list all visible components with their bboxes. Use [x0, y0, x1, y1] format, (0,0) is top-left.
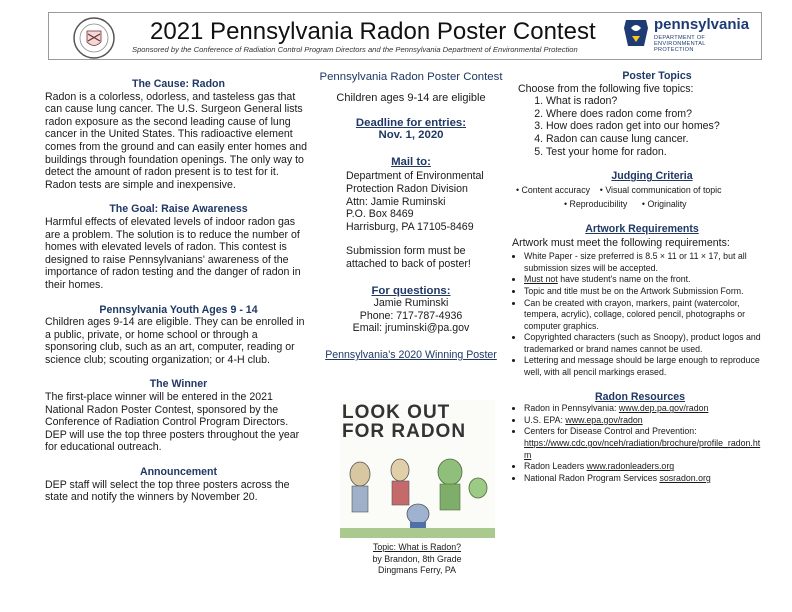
questions-heading: For questions:: [371, 284, 451, 297]
resource-link[interactable]: sosradon.org: [659, 472, 711, 483]
list-item: • National Radon Program Services sosradon.org: [524, 473, 762, 485]
resources-heading: Radon Resources: [594, 390, 686, 403]
mail-address: [318, 170, 504, 233]
resources-list: [512, 403, 762, 484]
poster-caption-place: Dingmans Ferry, PA: [378, 565, 456, 576]
topics-intro: Choose from the following five topics:: [518, 82, 694, 95]
poster-line2: FOR RADON: [342, 421, 467, 442]
judging-item: Reproducibility: [569, 199, 628, 210]
youth-heading: Pennsylvania Youth Ages 9 - 14: [99, 303, 258, 316]
cause-body: Radon is a colorless, odorless, and tasteless gas that can cause lung cancer. The U.S. Surgeon General lists radon exposure as the second leading cause of lung cancer in the United States. This radioactive element comes from the ground and can easily enter homes and buildings through foundation openings. The only way to detect the amount of radon present is to test for it. Radon tests are simple and inexpensive.: [45, 90, 308, 191]
list-item: 3. How does radon get into our homes?: [546, 120, 762, 133]
judging-item: Content accuracy: [521, 184, 590, 195]
artwork-list: [512, 251, 762, 379]
list-item: • Centers for Disease Control and Prevention: https://www.cdc.gov/nceh/radiation/brochure/profile_radon.htm: [524, 426, 762, 461]
mail-line: Attn: Jamie Ruminski: [346, 195, 446, 208]
poster-drawing: [340, 444, 495, 538]
topics-heading: Poster Topics: [622, 70, 692, 82]
goal-body: Harmful effects of elevated levels of indoor radon gas are a problem. The solution is to reduce the number of homes with elevated levels of radon. This contest is designed to raise Pennsylvanians' awareness of the importance of radon testing and the danger of radon in their homes.: [45, 215, 301, 291]
middle-column: [318, 70, 504, 362]
winning-poster-heading: Pennsylvania's 2020 Winning Poster: [325, 348, 497, 361]
list-item: • Can be created with crayon, markers, paint (watercolor, tempera, acrylic), collage, colored pencil, photographs or computer graphics.: [524, 298, 762, 333]
announcement-heading: Announcement: [139, 466, 218, 479]
contact-email[interactable]: Email: jruminski@pa.gov: [352, 322, 470, 335]
submission-note: Submission form must be attached to back of poster!: [346, 245, 471, 270]
contact-phone: Phone: 717-787-4936: [359, 309, 463, 322]
list-item: • Topic and title must be on the Artwork Submission Form.: [524, 286, 762, 298]
resource-link[interactable]: www.dep.pa.gov/radon: [618, 403, 709, 414]
list-item: 4. Radon can cause lung cancer.: [546, 133, 762, 146]
list-item: 1. What is radon?: [546, 95, 762, 108]
topics-list: [512, 95, 762, 158]
judging-row-1: • Content accuracy • Visual communication of topic: [516, 184, 722, 195]
right-column: [512, 70, 762, 484]
winner-body: The first-place winner will be entered in the 2021 National Radon Poster Contest, sponsored by the Conference of Radiation Control Program Directors. DEP will use the top three posters throughout the year for educational outreach.: [45, 391, 300, 454]
pa-dep-logo: [622, 16, 750, 53]
judging-row-2: • Reproducibility • Originality: [564, 199, 687, 210]
mail-heading: Mail to:: [391, 155, 431, 168]
resource-link[interactable]: www.radonleaders.org: [586, 461, 675, 472]
poster-line1: LOOK OUT: [342, 402, 451, 423]
logo-word: pennsylvania: [654, 16, 750, 33]
resource-link[interactable]: www.epa.gov/radon: [565, 414, 643, 425]
eligibility-note: Children ages 9-14 are eligible: [336, 92, 486, 104]
list-item: 2. Where does radon come from?: [546, 108, 762, 121]
judging-item: Visual communication of topic: [605, 184, 722, 195]
poster-caption-by: by Brandon, 8th Grade: [372, 553, 462, 564]
poster-caption: [336, 542, 498, 577]
mail-line: Department of Environmental: [346, 170, 484, 183]
mail-line: Protection Radon Division: [346, 182, 468, 195]
contest-title: Pennsylvania Radon Poster Contest: [319, 71, 503, 83]
list-item: • Must not have student's name on the front.: [524, 274, 762, 286]
list-item: • White Paper - size preferred is 8.5 × 11 or 11 × 17, but all submission sizes will be accepted.: [524, 251, 762, 274]
seal-icon: [72, 16, 116, 60]
judging-item: Originality: [647, 199, 687, 210]
list-item: • Radon Leaders www.radonleaders.org: [524, 461, 762, 473]
artwork-intro: Artwork must meet the following requirements:: [512, 236, 730, 249]
poster-caption-topic: Topic: What is Radon?: [372, 542, 461, 552]
cause-heading: The Cause: Radon: [131, 78, 225, 90]
list-item: • U.S. EPA: www.epa.gov/radon: [524, 415, 762, 427]
mail-line: P.O. Box 8469: [346, 208, 414, 221]
page-subtitle: Sponsored by the Conference of Radiation Control Program Directors and the Pennsylvania Department of Environmental Protection: [132, 45, 578, 54]
list-item: • Copyrighted characters (such as Snoopy), product logos and trademarked or brand names cannot be used.: [524, 332, 762, 355]
artwork-heading: Artwork Requirements: [585, 222, 699, 235]
contact-name: Jamie Ruminski: [373, 297, 449, 310]
judging-heading: Judging Criteria: [611, 170, 693, 183]
left-column: [45, 78, 312, 504]
logo-dept: DEPARTMENT OF ENVIRONMENTAL PROTECTION: [654, 35, 706, 53]
list-item: 5. Test your home for radon.: [546, 146, 762, 159]
deadline-heading: Deadline for entries:: [355, 116, 467, 129]
list-item: • Radon in Pennsylvania: www.dep.pa.gov/radon: [524, 403, 762, 415]
deadline-date: Nov. 1, 2020: [378, 129, 444, 142]
winner-heading: The Winner: [149, 378, 208, 391]
winning-poster-image: [340, 400, 495, 538]
list-item: • Lettering and message should be large enough to reproduce well, with all pencil markings erased.: [524, 355, 762, 378]
announcement-body: DEP staff will select the top three posters across the state and notify the winners by November 20.: [45, 478, 290, 504]
keystone-icon: [622, 18, 650, 48]
goal-heading: The Goal: Raise Awareness: [109, 203, 248, 216]
mail-line: Harrisburg, PA 17105-8469: [346, 220, 474, 233]
youth-body: Children ages 9-14 are eligible. They can be enrolled in a public, private, or home school or through a sponsoring club, such as an art, computer, reading or science club; scouting organization; or 4-H club.: [45, 316, 305, 366]
page-title: 2021 Pennsylvania Radon Poster Contest: [150, 18, 596, 45]
must-not-text: Must not: [524, 274, 558, 285]
resource-link[interactable]: https://www.cdc.gov/nceh/radiation/brochure/profile_radon.htm: [524, 438, 761, 460]
